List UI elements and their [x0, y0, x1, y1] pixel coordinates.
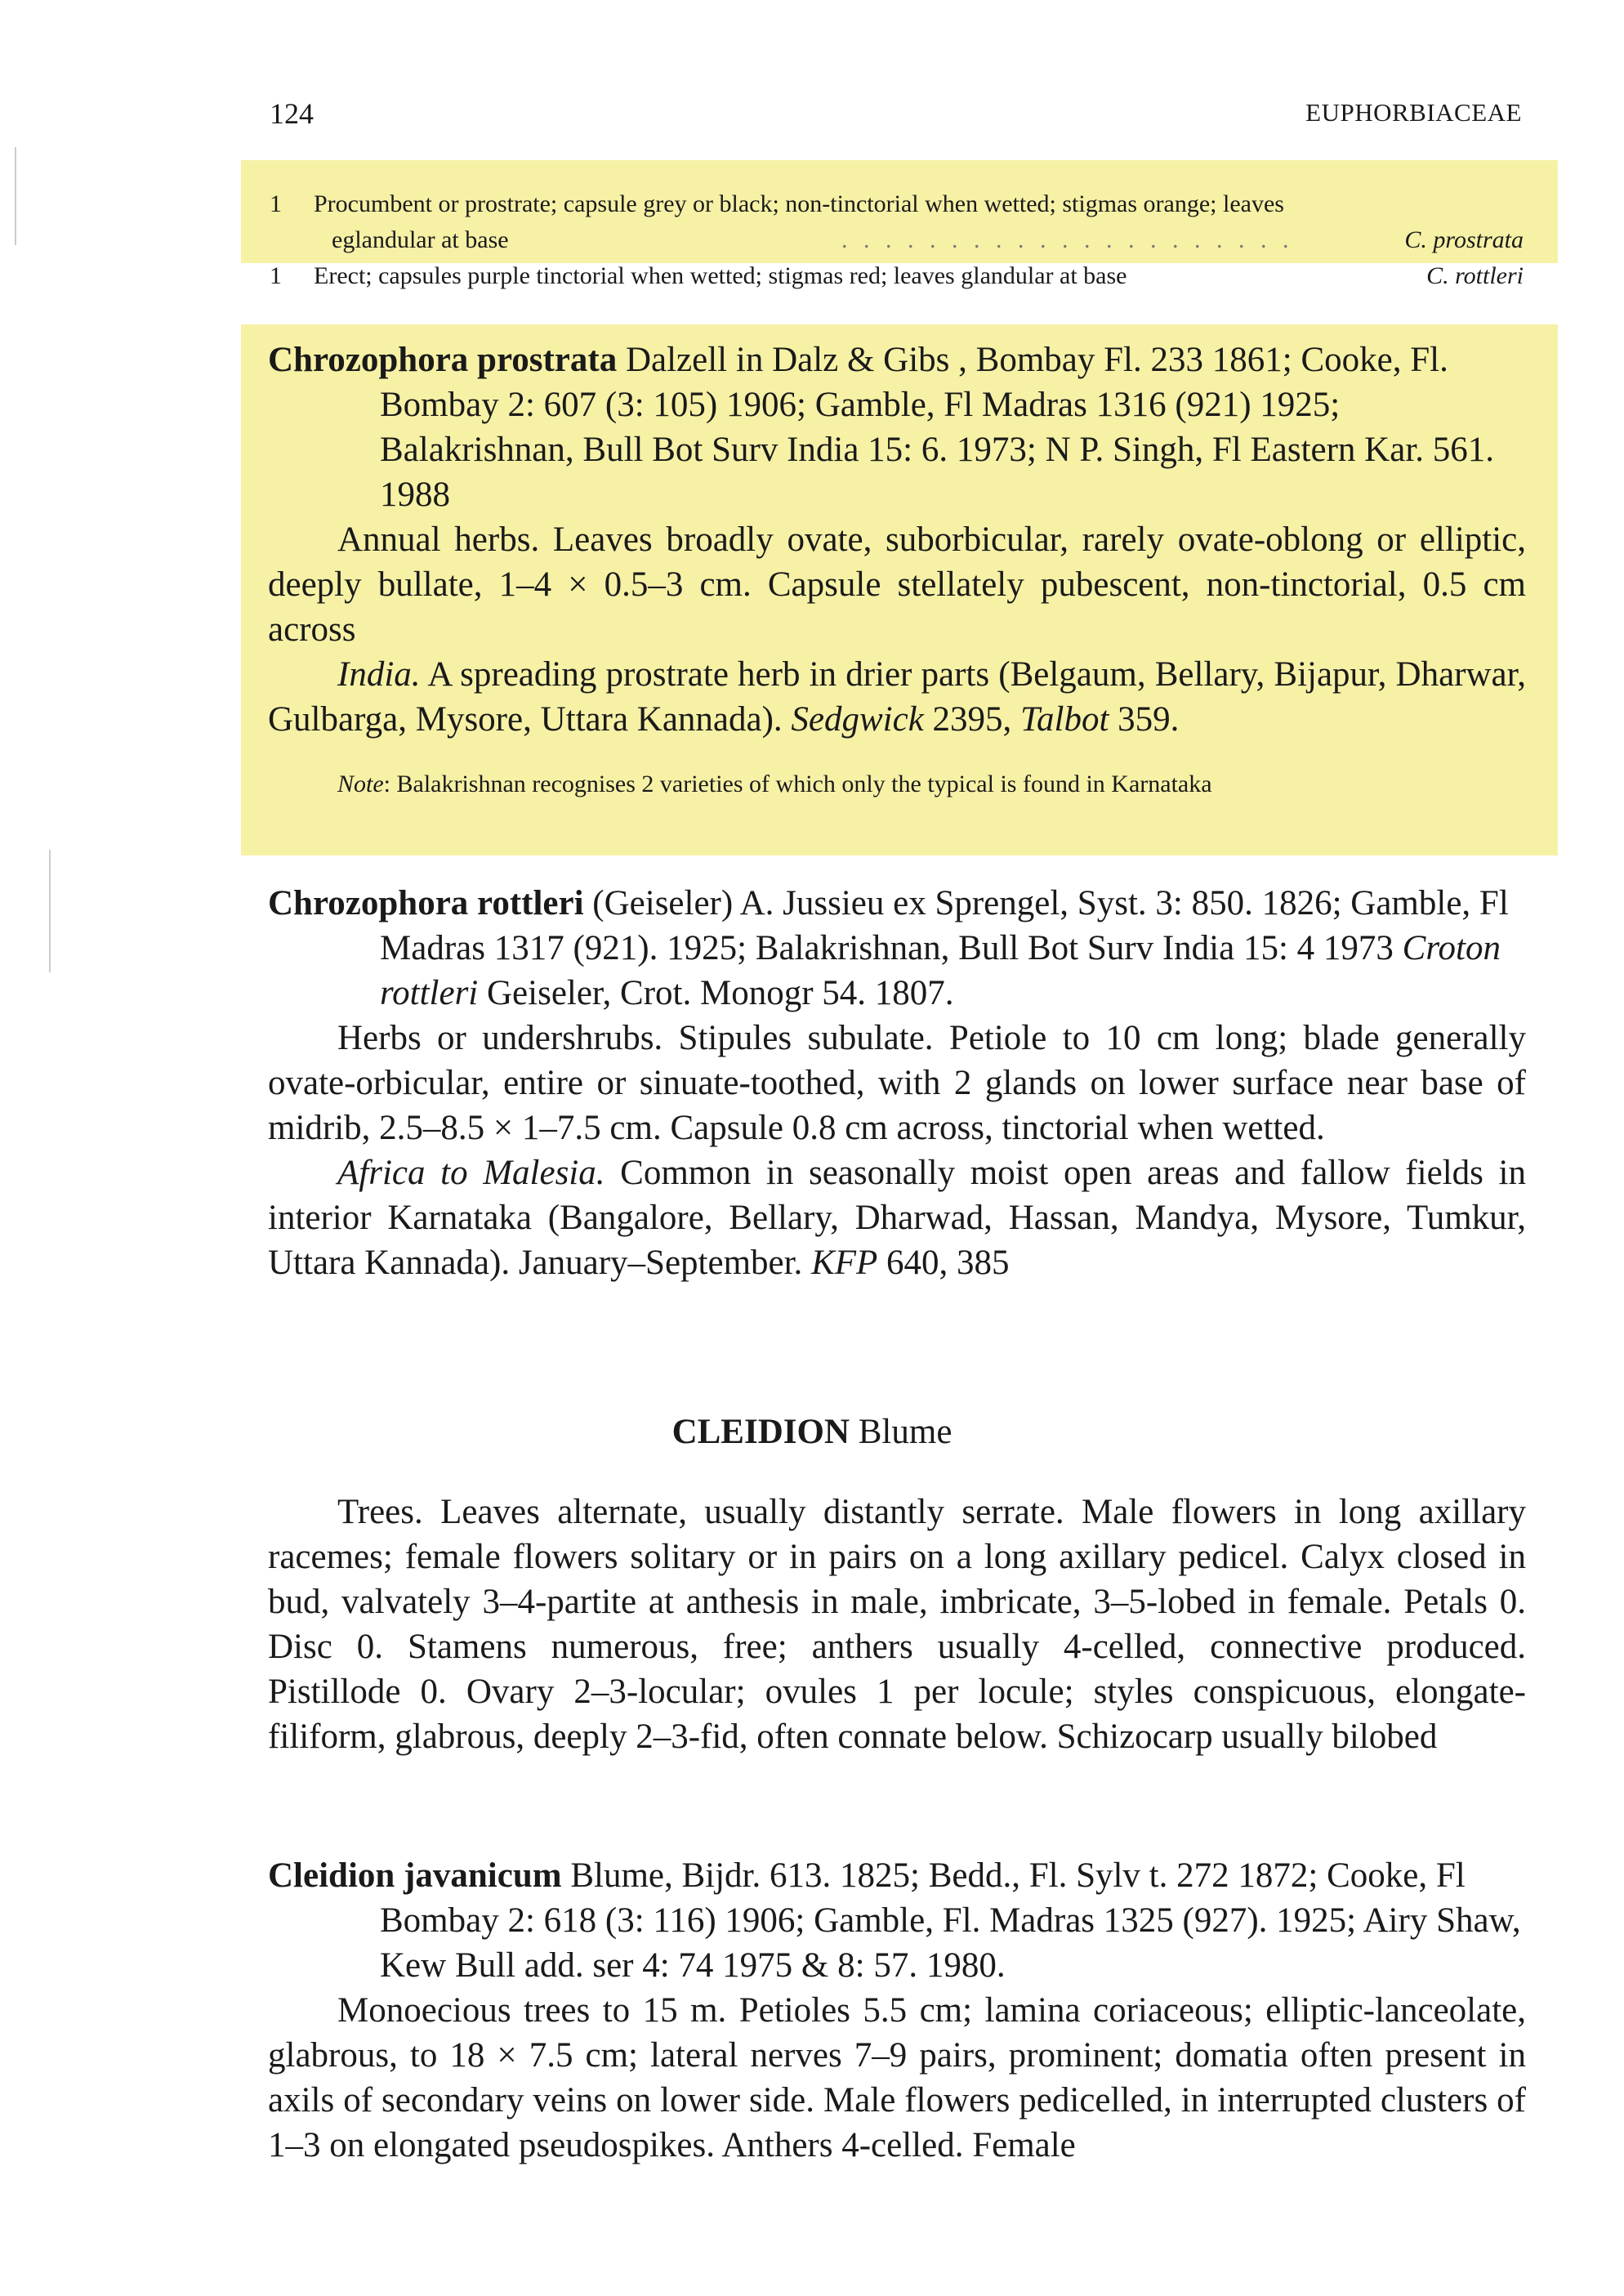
distribution-text: Common in seasonally moist open areas and fallow fields in interior Karnataka (Bangalore, Bellary, Dharwad, Hassan, Mandya, Mysore, Tumkur, Uttara Kannada). January–September. — [268, 1154, 1526, 1282]
synonym-name: Croton rottleri — [380, 929, 1501, 1012]
scan-margin-mark — [15, 147, 16, 245]
key-lead-text: Erect; capsules purple tinctorial when wetted; stigmas red; leaves glandular at base — [314, 262, 1127, 289]
voucher-collector: Talbot — [1020, 700, 1109, 739]
species-name: Cleidion javanicum — [268, 1856, 562, 1895]
voucher-number: 640, 385 — [886, 1244, 1010, 1282]
page-number: 124 — [270, 97, 314, 130]
synonym-citation: Geiseler, Crot. Monogr 54. 1807. — [487, 974, 954, 1012]
genus-author: Blume — [858, 1413, 953, 1451]
species-citation — [268, 881, 1526, 1016]
species-javanicum — [268, 1853, 1526, 2168]
citation-text: Dalzell in Dalz & Gibs , Bombay Fl. 233 1861; Cooke, Fl. Bombay 2: 607 (3: 105) 1906; Gamble, Fl Madras 1316 (921) 1925; Balakrishnan, Bull Bot Surv India 15: 6. 1973; N P. Singh, Fl Eastern Kar. 561. 1988 — [380, 341, 1495, 514]
key-lead-1-continuation — [270, 222, 1524, 258]
key-lead-number: 1 — [270, 190, 282, 217]
species-distribution — [268, 1150, 1526, 1285]
distribution-region: India. — [337, 655, 421, 694]
species-citation — [268, 337, 1526, 517]
species-note — [268, 762, 1526, 806]
distribution-text: A spreading prostrate herb in drier parts (Belgaum, Bellary, Bijapur, Dharwar, Gulbarga, Mysore, Uttara Kannada). — [268, 655, 1526, 739]
citation-text: (Geiseler) A. Jussieu ex Sprengel, Syst. 3: 850. 1826; Gamble, Fl Madras 1317 (921). 1925; Balakrishnan, Bull Bot Surv India 15: 4 1973 — [380, 884, 1509, 967]
key-taxon: C. rottleri — [1426, 262, 1524, 289]
running-head: EUPHORBIACEAE — [1305, 98, 1522, 127]
note-label: Note — [337, 771, 384, 797]
key-taxon: C. prostrata — [1404, 226, 1524, 253]
genus-description: Trees. Leaves alternate, usually distantly serrate. Male flowers in long axillary racemes; female flowers solitary or in pairs on a long axillary pedicel. Calyx closed in bud, valvately 3–4-partite at anthesis in male, imbricate, 3–5-lobed in female. Petals 0. Disc 0. Stamens numerous, free; anthers usually 4-celled, connective produced. Pistillode 0. Ovary 2–3-locular; ovules 1 per locule; styles conspicuous, elongate-filiform, glabrous, deeply 2–3-fid, often connate below. Schizocarp usually bilobed — [268, 1493, 1526, 1756]
voucher-collector: KFP — [811, 1244, 878, 1282]
citation-text: Blume, Bijdr. 613. 1825; Bedd., Fl. Sylv t. 272 1872; Cooke, Fl Bombay 2: 618 (3: 116) 1906; Gamble, Fl. Madras 1325 (927). 1925; Airy Shaw, Kew Bull add. ser 4: 74 1975 & 8: 57. 1980. — [380, 1856, 1521, 1985]
identification-key — [270, 186, 1524, 294]
genus-description-block — [268, 1490, 1526, 1759]
key-lead-2 — [270, 258, 1524, 294]
species-rottleri — [268, 881, 1526, 1285]
key-lead-number: 1 — [270, 262, 282, 289]
voucher-collector: Sedgwick — [791, 700, 924, 739]
genus-heading — [0, 1412, 1624, 1452]
species-description: Herbs or undershrubs. Stipules subulate. Petiole to 10 cm long; blade generally ovate-orbicular, entire or sinuate-toothed, with 2 glands on lower surface near base of midrib, 2.5–8.5 × 1–7.5 cm. Capsule 0.8 cm across, tinctorial when wetted. — [268, 1019, 1526, 1147]
voucher-number: 2395, — [932, 700, 1012, 739]
key-lead-continuation: eglandular at base — [332, 226, 509, 253]
species-description: Annual herbs. Leaves broadly ovate, suborbicular, rarely ovate-oblong or elliptic, deeply bullate, 1–4 × 0.5–3 cm. Capsule stellately pubescent, non-tinctorial, 0.5 cm across — [268, 520, 1526, 649]
genus-name: CLEIDION — [671, 1413, 850, 1451]
species-citation — [268, 1853, 1526, 1988]
distribution-region: Africa to Malesia. — [337, 1154, 605, 1192]
scan-margin-mark — [49, 850, 51, 972]
voucher-number: 359. — [1118, 700, 1180, 739]
species-name: Chrozophora rottleri — [268, 884, 584, 922]
species-distribution — [268, 652, 1526, 742]
key-lead-text: Procumbent or prostrate; capsule grey or black; non-tinctorial when wetted; stigmas orange; leaves — [314, 190, 1284, 217]
species-description: Monoecious trees to 15 m. Petioles 5.5 cm; lamina coriaceous; elliptic-lanceolate, glabrous, to 18 × 7.5 cm; lateral nerves 7–9 pairs, prominent; domatia often present in axils of secondary veins on lower side. Male flowers pedicelled, in interrupted clusters of 1–3 on elongated pseudospikes. Anthers 4-celled. Female — [268, 1991, 1526, 2164]
key-leader-dots: . . . . . . . . . . . . . . . . . . . . . — [841, 226, 1294, 253]
species-prostrata — [268, 337, 1526, 806]
species-name: Chrozophora prostrata — [268, 341, 618, 379]
key-lead-1 — [270, 186, 1524, 222]
note-text: : Balakrishnan recognises 2 varieties of which only the typical is found in Karnataka — [383, 771, 1212, 797]
